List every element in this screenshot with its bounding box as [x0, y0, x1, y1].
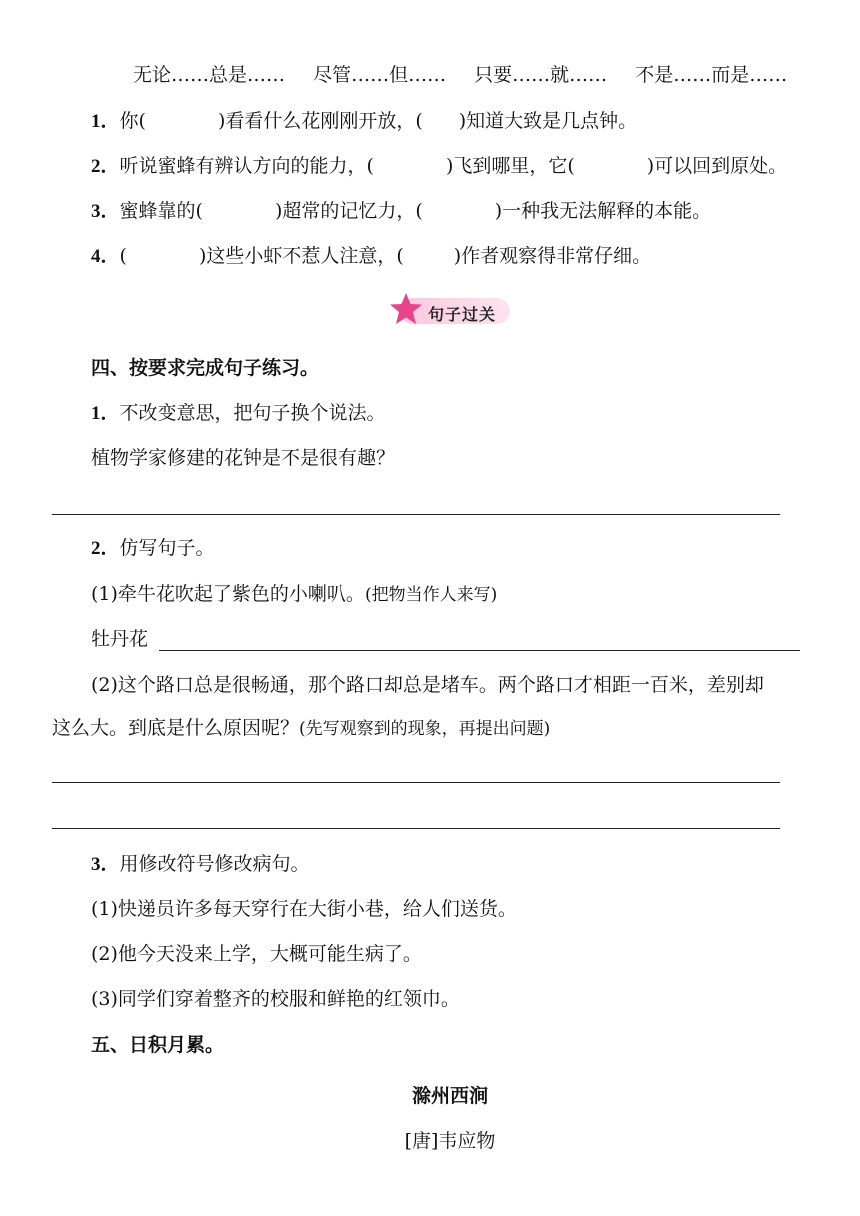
faulty-sentence: (1)快递员许多每天穿行在大街小巷，给人们送货。 — [91, 898, 517, 920]
poem-author: [唐]韦应物 — [404, 1130, 496, 1152]
item-number: 4 — [91, 246, 101, 267]
question-4-2: 2．仿写句子。 — [91, 537, 215, 559]
fill-item-4: 4．( )这些小虾不惹人注意，( )作者观察得非常仔细。 — [91, 245, 652, 267]
question-prompt: 不改变意思，把句子换个说法。 — [119, 402, 386, 424]
answer-line[interactable] — [159, 650, 800, 651]
poem-title: 滁州西涧 — [411, 1085, 488, 1107]
section-5-title: 五、日积月累。 — [91, 1034, 225, 1056]
faulty-sentence: (3)同学们穿着整齐的校服和鲜艳的红领巾。 — [91, 988, 460, 1010]
item-number: 1 — [91, 111, 101, 132]
answer-line[interactable] — [52, 782, 780, 783]
question-prompt: 用修改符号修改病句。 — [119, 853, 310, 875]
question-prompt: 仿写句子。 — [119, 537, 215, 559]
word-bank-item: 无论……总是…… — [133, 64, 286, 86]
answer-line[interactable] — [52, 514, 780, 515]
sub-question-2-line1: (2)这个路口总是很畅通，那个路口却总是堵车。两个路口才相距一百米，差别却 — [91, 674, 764, 696]
word-bank-item: 只要……就…… — [474, 64, 608, 86]
section-4-title: 四、按要求完成句子练习。 — [91, 357, 320, 379]
item-number: 3 — [91, 201, 101, 222]
imitation-lead: 牡丹花 — [91, 628, 149, 650]
fill-item-3: 3．蜜蜂靠的( )超常的记忆力，( )一种我无法解释的本能。 — [91, 200, 712, 222]
section-badge — [388, 289, 512, 329]
item-number: 2 — [91, 156, 101, 177]
question-4-1: 1．不改变意思，把句子换个说法。 — [91, 402, 386, 424]
sub-question-1: (1)牵牛花吹起了紫色的小喇叭。(把物当作人来写) — [91, 583, 498, 605]
fill-item-2: 2．听说蜜蜂有辨认方向的能力，( )飞到哪里，它( )可以回到原处。 — [91, 155, 788, 177]
question-sentence: 植物学家修建的花钟是不是很有趣？ — [91, 447, 396, 469]
star-icon — [388, 291, 424, 327]
faulty-sentence: (2)他今天没来上学，大概可能生病了。 — [91, 943, 422, 965]
word-bank-item: 尽管……但…… — [313, 64, 447, 86]
answer-line[interactable] — [52, 828, 780, 829]
word-bank-item: 不是……而是…… — [635, 64, 788, 86]
hint-note: (把物当作人来写) — [364, 585, 498, 605]
question-4-3: 3．用修改符号修改病句。 — [91, 853, 310, 875]
word-bank — [133, 66, 787, 85]
hint-note: (先写观察到的现象，再提出问题) — [299, 719, 551, 739]
fill-item-1: 1．你( )看看什么花刚刚开放，( )知道大致是几点钟。 — [91, 110, 638, 132]
sub-question-2-line2: 这么大。到底是什么原因呢？(先写观察到的现象，再提出问题) — [52, 717, 551, 739]
badge-label: 句子过关 — [428, 305, 497, 324]
